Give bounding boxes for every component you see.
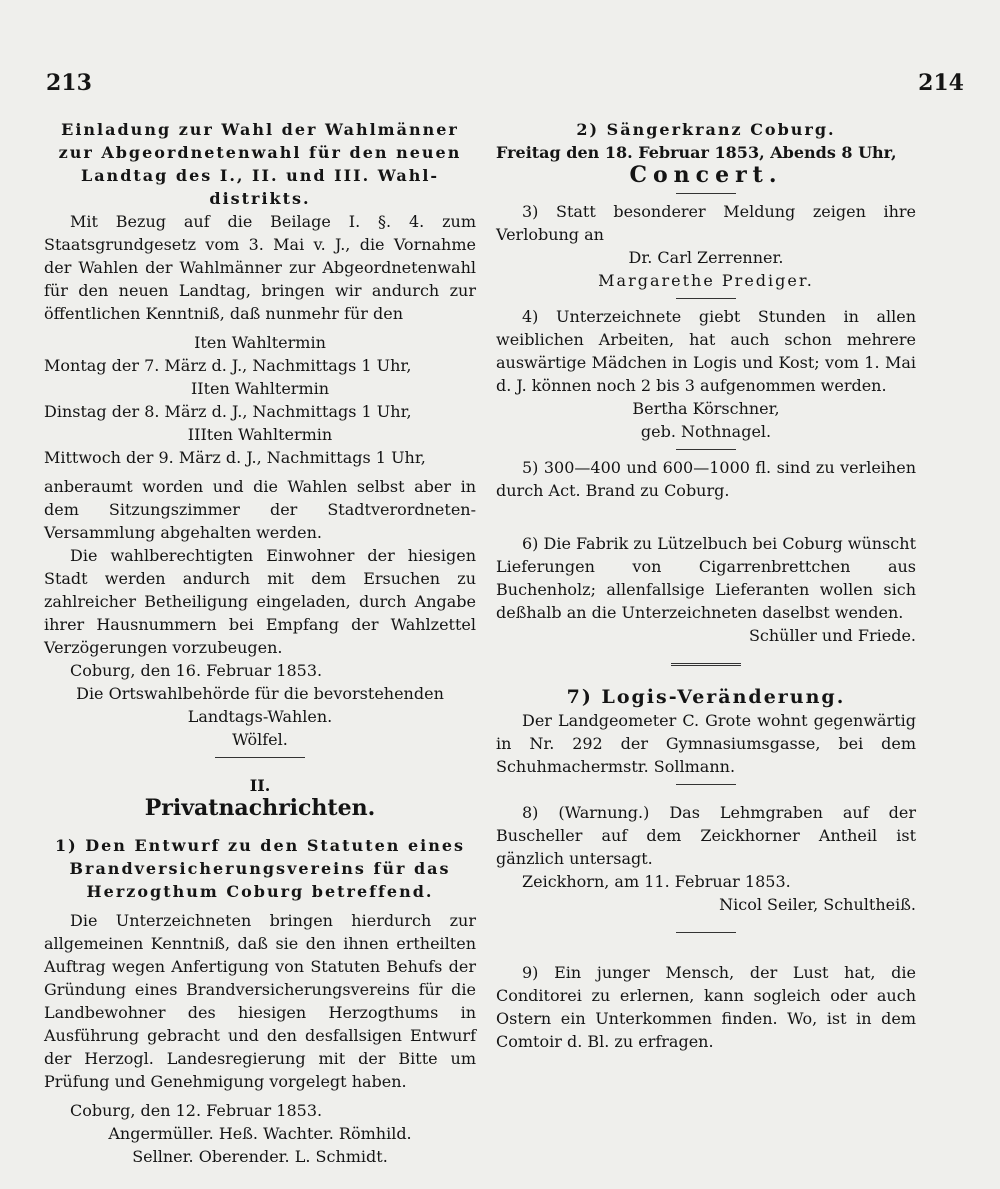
termin-date: Mittwoch der 9. März d. J., Nachmittags 1 Uhr, (44, 448, 426, 467)
item-3-name: Margarethe Prediger. (598, 271, 814, 290)
item-8-signature: Nicol Seiler, Schultheiß. (719, 895, 916, 914)
anberaumt-text: anberaumt worden und die Wahlen selbst aber in dem Sitzungszimmer der Stadtverordneten-Versammlung abgehalten werden. (44, 477, 476, 542)
entwurf-title (44, 834, 476, 903)
item-2-concert: Concert. (629, 162, 783, 188)
divider (676, 784, 736, 785)
wahlberechtigt-text: Die wahlberechtigten Einwohner der hiesigen Stadt werden andurch mit dem Ersuchen zu zahlreicher Betheiligung eingeladen, durch Angabe ihrer Hausnummern bei Empfang der Wahlzettel Verzögerungen vorzubeugen. (44, 546, 476, 657)
ortswahl-line: Die Ortswahlbehörde für die bevorstehenden (76, 684, 444, 703)
termin-label: Iten Wahltermin (194, 333, 326, 352)
einladung-title (44, 118, 476, 210)
item-3-text: 3) Statt besonderer Meldung zeigen ihre Verlobung an (496, 202, 916, 244)
termin-date: Montag der 7. März d. J., Nachmittags 1 Uhr, (44, 356, 412, 375)
title-line: 1) Den Entwurf zu den Statuten eines (54, 836, 466, 855)
coburg-date: Coburg, den 12. Februar 1853. (70, 1101, 323, 1120)
divider (671, 663, 741, 666)
divider (215, 757, 305, 758)
left-column (44, 118, 476, 1168)
divider (676, 449, 736, 450)
einladung-intro: Mit Bezug auf die Beilage I. §. 4. zum Staatsgrundgesetz vom 3. Mai v. J., die Vornahme der Wahlen der Wahlmänner zur Abgeordnetenwahl für den neuen Landtag, bringen wir andurch zur öffentlichen Kenntniß, daß nunmehr für den (44, 212, 476, 323)
ortswahl-line: Landtags-Wahlen. (187, 707, 333, 726)
right-column (496, 118, 916, 1053)
signers: Angermüller. Heß. Wachter. Römhild. (108, 1124, 412, 1143)
title-line: Einladung zur Wahl der Wahlmänner (61, 120, 459, 139)
item-2-date: Freitag den 18. Februar 1853, Abends 8 Uhr, (496, 143, 897, 162)
section-title: Privatnachrichten. (144, 795, 376, 821)
item-8-text: 8) (Warnung.) Das Lehmgraben auf der Buscheller auf dem Zeickhorner Antheil ist gänzlich untersagt. (496, 803, 916, 868)
entwurf-body: Die Unterzeichneten bringen hierdurch zur allgemeinen Kenntniß, daß sie den ihnen ertheilten Auftrag wegen Anfertigung von Statuten Behufs der Gründung eines Brandversicherungsvereins für die Landbewohner des hiesigen Herzogthums in Ausführung gebracht und den desfallsigen Entwurf der Herzogl. Landesregierung mit der Bitte um Prüfung und Genehmigung vorgelegt haben. (44, 911, 476, 1091)
signers: Sellner. Oberender. L. Schmidt. (132, 1147, 388, 1166)
page-number-right: 214 (918, 70, 964, 96)
item-3-name: Dr. Carl Zerrenner. (628, 248, 784, 267)
divider (676, 932, 736, 933)
item-7-heading: 7) Logis-Veränderung. (566, 686, 846, 708)
title-line: Landtag des I., II. und III. Wahl- (80, 166, 440, 185)
title-line: zur Abgeordnetenwahl für den neuen (58, 143, 462, 162)
title-line: Herzogthum Coburg betreffend. (86, 882, 434, 901)
title-line: Brandversicherungsvereins für das (69, 859, 451, 878)
termin-label: IIIten Wahltermin (187, 425, 333, 444)
termin-date: Dinstag der 8. März d. J., Nachmittags 1 Uhr, (44, 402, 412, 421)
item-7-text: Der Landgeometer C. Grote wohnt gegenwärtig in Nr. 292 der Gymnasiumsgasse, bei dem Schuhmachermstr. Sollmann. (496, 711, 916, 776)
item-9-text: 9) Ein junger Mensch, der Lust hat, die Conditorei zu erlernen, kann sogleich oder auch Ostern ein Unterkommen finden. Wo, ist in dem Comtoir d. Bl. zu erfragen. (496, 963, 916, 1051)
item-8-date: Zeickhorn, am 11. Februar 1853. (522, 872, 791, 891)
item-2-heading: 2) Sängerkranz Coburg. (576, 120, 836, 139)
item-4-signature: Bertha Körschner, (632, 399, 780, 418)
signature: Wölfel. (232, 730, 288, 749)
item-5-text: 5) 300—400 und 600—1000 fl. sind zu verleihen durch Act. Brand zu Coburg. (496, 458, 916, 500)
divider (676, 298, 736, 299)
divider (676, 193, 736, 194)
coburg-date: Coburg, den 16. Februar 1853. (70, 661, 323, 680)
section-number: II. (249, 776, 271, 795)
title-line: distrikts. (209, 189, 311, 208)
item-6-text: 6) Die Fabrik zu Lützelbuch bei Coburg wünscht Lieferungen von Cigarrenbrettchen aus Buchenholz; allenfallsige Lieferanten wollen sich deßhalb an die Unterzeichneten daselbst wenden. (496, 534, 916, 622)
page-number-left: 213 (46, 70, 92, 96)
item-4-signature: geb. Nothnagel. (640, 422, 772, 441)
termin-label: IIten Wahltermin (190, 379, 330, 398)
item-6-signature: Schüller und Friede. (748, 626, 916, 645)
item-4-text: 4) Unterzeichnete giebt Stunden in allen weiblichen Arbeiten, hat auch schon mehrere auswärtige Mädchen in Logis und Kost; vom 1. Mai d. J. können noch 2 bis 3 aufgenommen werden. (496, 307, 916, 395)
